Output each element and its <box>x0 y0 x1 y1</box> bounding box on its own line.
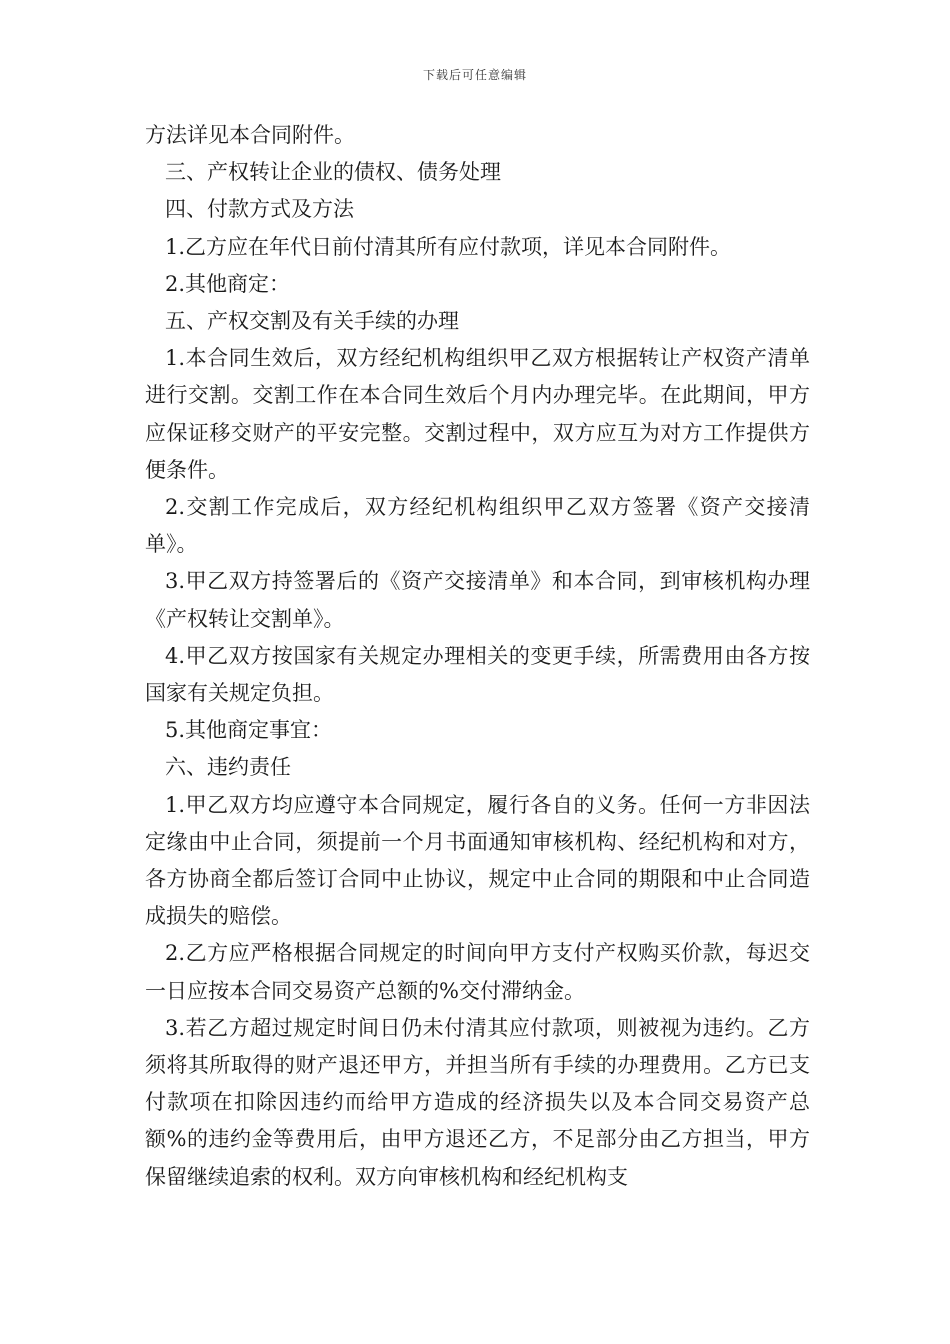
paragraph: 3.甲乙双方持签署后的《资产交接清单》和本合同，到审核机构办理《产权转让交割单》。 <box>145 569 810 631</box>
paragraph: 5.其他商定事宜： <box>165 718 333 743</box>
paragraph: 1.乙方应在年代日前付清其所有应付款项，详见本合同附件。 <box>165 234 732 259</box>
paragraph: 2.乙方应严格根据合同规定的时间向甲方支付产权购买价款，每迟交一日应按本合同交易资产总额的%交付滞纳金。 <box>145 941 810 1003</box>
document-body <box>145 117 810 1196</box>
section-heading: 三、产权转让企业的债权、债务处理 <box>165 160 501 185</box>
paragraph: 2.其他商定： <box>165 271 291 296</box>
section-heading: 五、产权交割及有关手续的办理 <box>165 309 459 334</box>
paragraph: 2.交割工作完成后，双方经纪机构组织甲乙双方签署《资产交接清单》。 <box>145 495 810 557</box>
paragraph: 1.本合同生效后，双方经纪机构组织甲乙双方根据转让产权资产清单进行交割。交割工作在本合同生效后个月内办理完毕。在此期间，甲方应保证移交财产的平安完整。交割过程中，双方应互为对方工作提供方便条件。 <box>145 346 810 482</box>
paragraph: 1.甲乙双方均应遵守本合同规定，履行各自的义务。任何一方非因法定缘由中止合同，须提前一个月书面通知审核机构、经纪机构和对方，各方协商全都后签订合同中止协议，规定中止合同的期限和中止合同造成损失的赔偿。 <box>145 792 810 929</box>
section-heading: 六、违约责任 <box>165 755 291 780</box>
section-heading: 四、付款方式及方法 <box>165 197 354 222</box>
paragraph: 方法详见本合同附件。 <box>145 123 355 147</box>
paragraph: 3.若乙方超过规定时间日仍未付清其应付款项，则被视为违约。乙方须将其所取得的财产退还甲方，并担当所有手续的办理费用。乙方已支付款项在扣除因违约而给甲方造成的经济损失以及本合同交易资产总额%的违约金等费用后，由甲方退还乙方，不足部分由乙方担当，甲方保留继续追索的权利。双方向审核机构和经纪机构支 <box>145 1015 810 1189</box>
page-header: 下载后可任意编辑 <box>422 68 527 82</box>
paragraph: 4.甲乙双方按国家有关规定办理相关的变更手续，所需费用由各方按国家有关规定负担。 <box>145 643 810 706</box>
